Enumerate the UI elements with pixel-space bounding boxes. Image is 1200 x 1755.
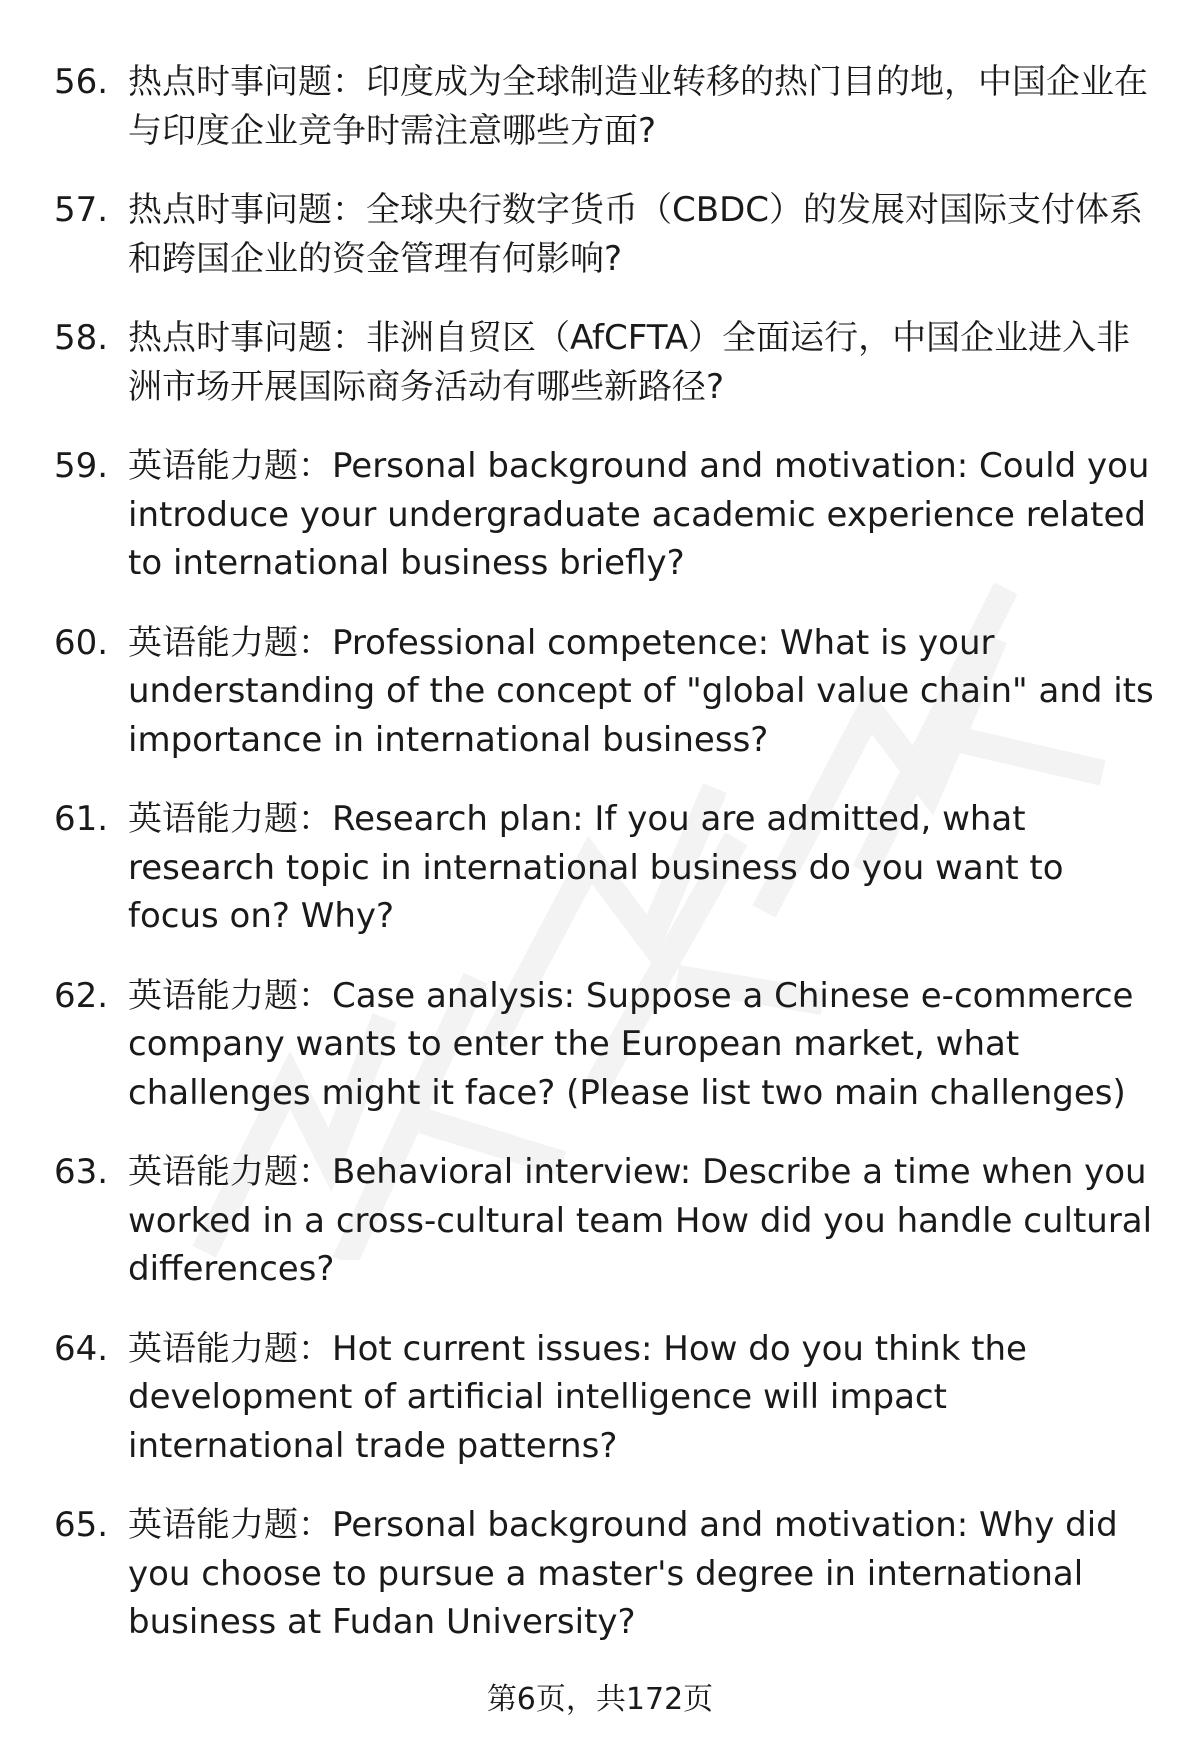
question-item (0, 1148, 1200, 1294)
question-item (0, 1325, 1200, 1471)
question-item (0, 314, 1200, 411)
question-number: 57. (54, 190, 109, 230)
question-text: 英语能力题：Personal background and motivation: Why did you choose to pursue a master's degree in international business at Fudan University? (128, 1505, 1118, 1642)
question-item (0, 619, 1200, 765)
question-list (0, 58, 1200, 1678)
question-number: 59. (54, 446, 109, 486)
page-footer: 第6页，共172页 (486, 1682, 714, 1717)
question-text: 英语能力题：Hot current issues: How do you think the development of artificial intelligence will impact international trade patterns? (128, 1328, 1027, 1466)
question-number: 58. (54, 318, 109, 358)
question-number: 63. (54, 1152, 109, 1192)
question-text: 英语能力题：Behavioral interview: Describe a time when you worked in a cross-cultural team How did you handle cultural differences? (128, 1152, 1153, 1289)
question-text: 英语能力题：Personal background and motivation: Could you introduce your undergraduate academic experience related to international business briefly? (128, 446, 1150, 583)
question-number: 64. (54, 1328, 109, 1369)
question-item (0, 1501, 1200, 1647)
question-number: 60. (54, 622, 109, 663)
question-number: 62. (54, 975, 109, 1016)
question-number: 61. (54, 799, 109, 839)
question-text: 英语能力题：Research plan: If you are admitted, what research topic in international business do you want to focus on? Why? (128, 799, 1064, 936)
question-item (0, 186, 1200, 283)
question-item (0, 972, 1200, 1118)
question-text: 英语能力题：Professional competence: What is your understanding of the concept of "global value chain" and its importance in international business? (128, 622, 1154, 760)
question-number: 56. (54, 62, 109, 102)
question-item (0, 795, 1200, 941)
question-item (0, 442, 1200, 588)
question-text: 热点时事问题：全球央行数字货币（CBDC）的发展对国际支付体系和跨国企业的资金管理有何影响? (128, 190, 1143, 279)
question-item (0, 58, 1200, 155)
question-text: 英语能力题：Case analysis: Suppose a Chinese e-commerce company wants to enter the European market, what challenges might it face? (Please list two main challenges) (128, 975, 1134, 1113)
question-text: 热点时事问题：印度成为全球制造业转移的热门目的地，中国企业在与印度企业竞争时需注意哪些方面? (128, 62, 1148, 151)
question-number: 65. (54, 1505, 109, 1545)
question-text: 热点时事问题：非洲自贸区（AfCFTA）全面运行，中国企业进入非洲市场开展国际商务活动有哪些新路径? (128, 318, 1131, 407)
